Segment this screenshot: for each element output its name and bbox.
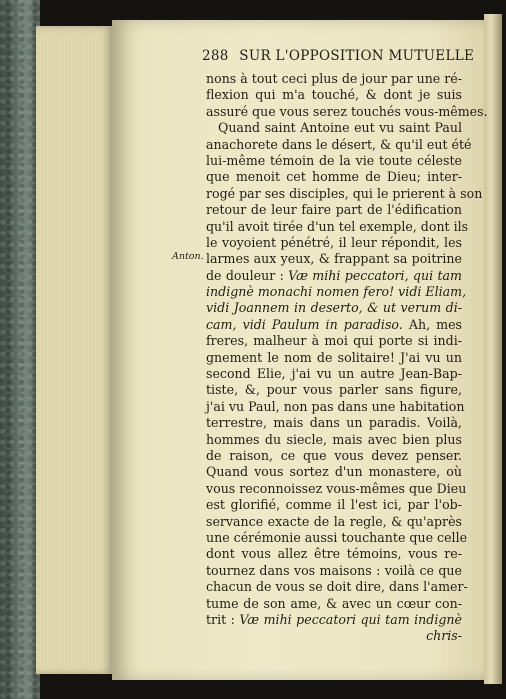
text-line [206,300,462,316]
text-line [206,103,488,120]
text-line [206,153,462,169]
text-line [206,284,467,300]
page-body-text [206,71,488,645]
page-fore-edge [36,26,114,674]
text-segment: Quand saint Antoine eut vu saint Paul [218,120,462,136]
latin-quote-segment: Væ mihi peccatori qui tam indignè [239,611,462,627]
text-line [206,71,462,87]
text-segment: le voyoient pénétré, il leur répondit, les [206,234,462,250]
text-line [206,136,472,153]
text-line [206,202,462,218]
text-segment: est glorifié, comme il l'est ici, par l'ob- [206,497,462,513]
text-line [206,169,462,185]
text-segment: nons à tout ceci plus de jour par une ré- [206,71,462,86]
text-line [206,185,483,202]
text-segment: qu'il avoit tirée d'un tel exemple, dont ils [206,218,469,234]
text-segment: servance exacte de la regle, & qu'après [206,513,462,529]
text-segment: chacun de vous se doit dire, dans l'amer- [206,579,468,595]
text-line [206,350,462,366]
text-segment: j'ai vu Paul, non pas dans une habitation [206,398,465,414]
text-segment: tiste, &, pour vous parler sans figure, [206,382,462,398]
text-segment: gnement le nom de solitaire! J'ai vu un [206,349,462,365]
text-segment: freres, malheur à moi qui porte si indi- [206,333,462,349]
text-line [206,235,462,251]
text-segment: vous reconnoissez vous-mêmes que Dieu [206,480,467,496]
text-line [206,612,462,628]
text-line [206,366,462,382]
text-segment: que menoit cet homme de Dieu; inter- [206,169,462,185]
text-segment: Ah, mes [402,316,463,332]
latin-quote-segment: chris- [426,628,462,644]
text-line [206,628,462,644]
latin-quote-segment: Væ mihi peccatori, qui tam [288,267,462,283]
text-segment: dont vous allez être témoins, vous re- [206,546,462,562]
text-line [206,382,462,398]
running-header [202,48,475,64]
text-line [206,432,462,448]
text-line [206,546,462,562]
text-line [206,529,468,546]
text-line [206,514,462,530]
page-number: 288 [202,48,229,64]
latin-quote-segment: vidi Joannem in deserto, & ut verum di- [206,300,462,316]
text-line [206,333,462,349]
text-segment: rogé par ses disciples, qui le prierent à son [206,185,483,201]
text-segment: terrestre, mais dans un paradis. Voilà, [206,415,462,431]
text-line [206,317,462,333]
running-head-title: SUR L'OPPOSITION MUTUELLE [239,48,475,64]
latin-quote-segment: cam, vidi Paulum in paradiso. [206,316,403,332]
text-line [206,448,462,464]
text-line [206,480,467,497]
text-segment: de raison, ce que vous devez penser. [206,447,462,463]
text-segment: flexion qui m'a touché, & dont je suis [206,87,462,103]
margin-note: Anton. [172,251,204,262]
text-segment: Quand vous sortez d'un monastere, où [206,464,462,480]
text-segment: retour de leur faire part de l'édification [206,202,462,218]
text-segment: de douleur : [206,267,289,283]
text-line [206,579,468,595]
book-cover-edge [0,0,40,699]
text-segment: anachorete dans le désert, & qu'il eut été [206,136,472,152]
text-line [206,398,465,415]
text-segment: une cérémonie aussi touchante que celle [206,529,468,545]
text-segment: lui-même témoin de la vie toute céleste [206,152,462,168]
latin-quote-segment: indignè monachi nomen fero! vidi Eliam, [206,284,467,300]
text-line [206,87,462,103]
text-segment: hommes du siecle, mais avec bien plus [206,431,462,447]
text-line [206,415,462,431]
text-segment: tume de son ame, & avec un cœur con- [206,595,462,611]
text-line [206,218,469,235]
text-line [206,497,462,513]
text-line [206,251,462,267]
text-segment: larmes aux yeux, & frappant sa poitrine [206,251,462,267]
text-line [206,563,462,579]
text-segment: trit : [206,611,240,627]
text-line [206,120,462,136]
text-segment: assuré que vous serez touchés vous-mêmes. [206,103,488,119]
text-segment: tournez dans vos maisons : voilà ce que [206,562,462,578]
text-segment: second Elie, j'ai vu un autre Jean-Bap- [206,366,462,382]
text-line [206,596,462,612]
text-line [206,268,462,284]
text-line [206,464,462,480]
